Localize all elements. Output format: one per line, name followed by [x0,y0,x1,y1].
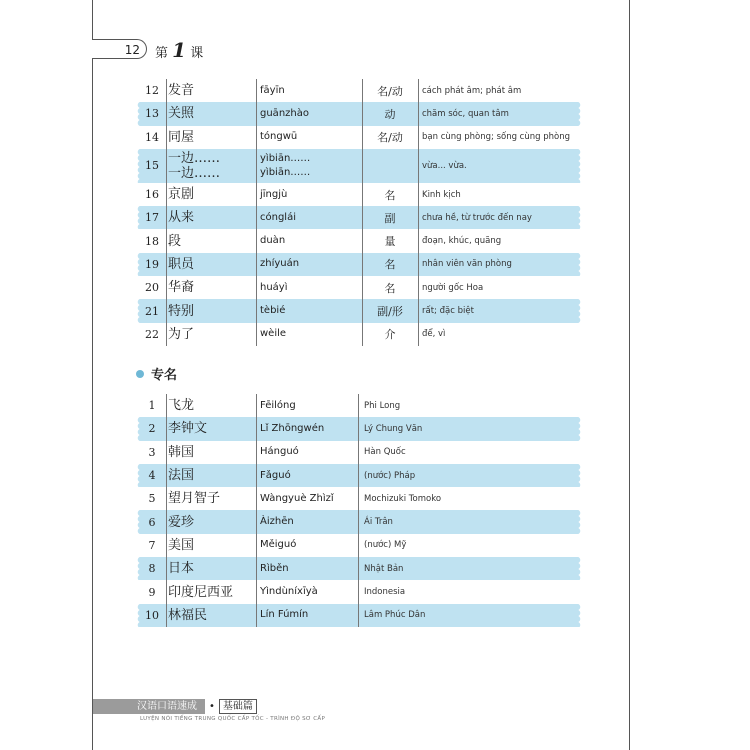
meaning: chưa hề, từ trước đến nay [422,212,532,223]
entry-number: 10 [145,608,159,622]
meaning: Lâm Phúc Dân [364,610,426,621]
hanzi-text: 一边…… [168,165,221,181]
hanzi-cell [168,276,253,299]
table-row [140,441,578,464]
proper-nouns-title: 专名 [151,368,178,383]
vocabulary-table [140,79,578,346]
hanzi-cell [168,102,253,125]
table-row [140,253,578,276]
hanzi-text: 从来 [168,210,195,226]
lesson-suffix: 课 [190,46,204,61]
part-of-speech [364,149,416,183]
hanzi-text: 段 [168,233,182,249]
hanzi-cell: 爱珍 [168,514,195,530]
hanzi-cell: 法国 [168,468,195,484]
part-of-speech: 动 [384,107,396,121]
hanzi-text: 职员 [168,256,195,272]
part-of-speech: 副/形 [377,305,403,319]
pinyin-cell: Àizhēn [260,516,294,528]
table-row [140,534,578,557]
lesson-prefix: 第 [155,46,169,61]
pinyin-cell [260,276,360,299]
hanzi-cell: 日本 [168,561,195,577]
table-row [140,299,578,322]
proper-nouns-heading [136,364,177,383]
pinyin-cell: Wàngyuè Zhìzǐ [260,492,334,504]
page-number: 12 [92,39,147,59]
pinyin-text: tóngwū [260,131,298,143]
pinyin-cell [260,253,360,276]
pinyin-cell [260,323,360,346]
pinyin-cell: Fēilóng [260,399,296,411]
pinyin-cell: Rìběn [260,562,289,574]
hanzi-cell: 李钟文 [168,421,208,437]
table-row [140,464,578,487]
entry-number: 17 [145,211,159,225]
pinyin-cell [260,79,360,102]
part-of-speech: 副 [384,211,396,225]
entry-number: 22 [145,327,159,341]
hanzi-cell [168,253,253,276]
table-row [140,149,578,183]
pinyin-cell: Yìndùníxīyà [260,586,318,598]
entry-number: 5 [148,492,156,506]
hanzi-cell: 飞龙 [168,398,195,414]
meaning: Kinh kịch [422,189,461,200]
meaning: Mochizuki Tomoko [364,493,442,504]
pinyin-cell [260,126,360,149]
hanzi-cell [168,183,253,206]
hanzi-cell: 美国 [168,537,195,553]
hanzi-text: 一边…… [168,150,221,166]
entry-number: 14 [145,130,159,144]
book-page [92,0,630,750]
part-of-speech: 名/动 [377,131,403,145]
footer-level: 基础篇 [219,699,257,714]
table-row [140,229,578,252]
meaning: (nước) Pháp [364,470,416,481]
hanzi-cell [168,229,253,252]
part-of-speech: 名 [384,258,396,272]
footer-subtitle: LUYỆN NÓI TIẾNG TRUNG QUỐC CẤP TỐC - TRÌNH ĐỘ SƠ CẤP [140,716,326,722]
meaning: chăm sóc, quan tâm [422,108,509,119]
meaning: bạn cùng phòng; sống cùng phòng [422,132,570,143]
table-row [140,183,578,206]
hanzi-cell: 韩国 [168,444,195,460]
entry-number: 12 [145,84,159,98]
meaning: nhân viên văn phòng [422,259,512,270]
meaning: người gốc Hoa [422,282,484,293]
hanzi-text: 华裔 [168,280,195,296]
table-row [140,510,578,533]
hanzi-cell [168,79,253,102]
pinyin-text: cónglái [260,211,296,223]
pinyin-text: fāyīn [260,84,285,96]
part-of-speech: 名 [384,188,396,202]
hanzi-cell [168,126,253,149]
table-row [140,487,578,510]
pinyin-cell: Lǐ Zhōngwén [260,422,325,434]
meaning: đoạn, khúc, quãng [422,236,502,247]
pinyin-cell [260,206,360,229]
hanzi-cell [168,299,253,322]
pinyin-cell: Hánguó [260,446,299,458]
entry-number: 15 [145,159,159,173]
pinyin-cell [260,102,360,125]
entry-number: 20 [145,281,159,295]
meaning: để, vì [422,329,446,340]
meaning: Hàn Quốc [364,447,406,458]
pinyin-text: yìbiān…… [260,166,311,178]
table-row [140,557,578,580]
table-row [140,102,578,125]
hanzi-text: 特别 [168,303,195,319]
pinyin-cell: Fǎguó [260,469,291,481]
table-row [140,126,578,149]
part-of-speech: 介 [384,328,396,342]
meaning: Lý Chung Văn [364,423,423,434]
pinyin-text: jīngjù [260,188,288,200]
entry-number: 8 [148,562,156,576]
pinyin-cell: Lín Fúmín [260,609,309,621]
footer-series: 汉语口语速成 [93,699,205,714]
pinyin-text: zhíyuán [260,258,300,270]
entry-number: 9 [148,585,156,599]
lesson-number: 1 [172,38,187,62]
hanzi-cell [168,206,253,229]
meaning: cách phát âm; phát âm [422,85,522,96]
meaning: Ái Trân [364,517,393,528]
table-row [140,580,578,603]
part-of-speech: 名 [384,281,396,295]
hanzi-cell [168,149,253,183]
table-row [140,604,578,627]
table-row [140,394,578,417]
entry-number: 3 [148,445,156,459]
pinyin-text: tèbié [260,305,286,317]
pinyin-cell [260,149,360,183]
entry-number: 13 [145,107,159,121]
meaning: Indonesia [364,587,406,598]
pinyin-text: duàn [260,235,286,247]
hanzi-cell: 印度尼西亚 [168,584,234,600]
pinyin-cell [260,299,360,322]
entry-number: 16 [145,188,159,202]
entry-number: 21 [145,304,159,318]
table-row [140,206,578,229]
entry-number: 1 [148,399,156,413]
hanzi-cell: 望月智子 [168,491,221,507]
pinyin-text: wèile [260,328,287,340]
entry-number: 18 [145,234,159,248]
table-row [140,323,578,346]
table-row [140,79,578,102]
hanzi-text: 同屋 [168,129,195,145]
pinyin-text: guānzhào [260,107,309,119]
lesson-heading [155,38,203,62]
bullet-icon [136,370,144,378]
meaning: (nước) Mỹ [364,540,407,551]
pinyin-cell [260,229,360,252]
pinyin-cell: Měiguó [260,539,297,551]
part-of-speech: 名/动 [377,84,403,98]
entry-number: 19 [145,257,159,271]
hanzi-text: 京剧 [168,187,195,203]
table-row [140,276,578,299]
table-row [140,417,578,440]
pinyin-text: yìbiān…… [260,152,311,164]
hanzi-text: 关照 [168,106,195,122]
footer-separator: • [209,701,215,712]
hanzi-cell [168,323,253,346]
pinyin-cell [260,183,360,206]
proper-nouns-table [140,394,578,627]
entry-number: 4 [148,469,156,483]
footer [93,699,257,714]
meaning: Phi Long [364,400,401,411]
part-of-speech: 量 [384,235,396,249]
meaning: rất; đặc biệt [422,306,474,317]
hanzi-text: 为了 [168,326,195,342]
hanzi-cell: 林福民 [168,607,208,623]
meaning: vừa... vừa. [422,160,467,171]
entry-number: 7 [148,538,156,552]
hanzi-text: 发音 [168,83,195,99]
entry-number: 6 [148,515,156,529]
meaning: Nhật Bản [364,563,404,574]
entry-number: 2 [148,422,156,436]
pinyin-text: huáyì [260,281,288,293]
